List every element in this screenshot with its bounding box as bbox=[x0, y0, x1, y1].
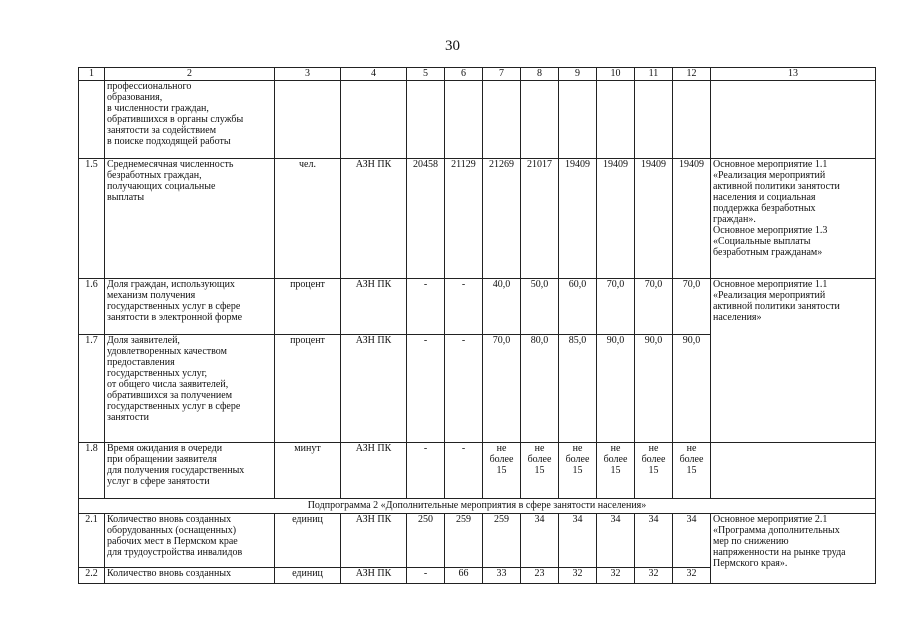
unit-cell: процент bbox=[275, 279, 341, 335]
value-cell: - bbox=[407, 443, 445, 499]
table-row bbox=[79, 514, 876, 568]
row-number: 1.8 bbox=[79, 443, 105, 499]
value-cell: 34 bbox=[559, 514, 597, 568]
value-cell: 32 bbox=[673, 568, 711, 584]
activity-note: Основное мероприятие 2.1 «Программа дополнительных мер по снижению напряженности на рынке труда Пермского края». bbox=[711, 514, 876, 584]
header-cell: 7 bbox=[483, 68, 521, 81]
value-cell: 90,0 bbox=[597, 335, 635, 443]
row-number-cell bbox=[79, 81, 105, 159]
value-cell: 34 bbox=[521, 514, 559, 568]
value-cell: не более 15 bbox=[559, 443, 597, 499]
value-cell: - bbox=[445, 279, 483, 335]
org-cell: АЗН ПК bbox=[341, 568, 407, 584]
indicator-name: Количество вновь созданных bbox=[105, 568, 275, 584]
header-cell: 6 bbox=[445, 68, 483, 81]
indicators-table bbox=[78, 67, 876, 584]
header-cell: 5 bbox=[407, 68, 445, 81]
value-cell: 21129 bbox=[445, 159, 483, 279]
value-cell: 33 bbox=[483, 568, 521, 584]
value-cell: - bbox=[407, 335, 445, 443]
subprogram-row bbox=[79, 499, 876, 514]
value-cell: 34 bbox=[673, 514, 711, 568]
value-cell: - bbox=[445, 335, 483, 443]
value-cell: 32 bbox=[597, 568, 635, 584]
value-cell: - bbox=[407, 279, 445, 335]
header-row bbox=[79, 68, 876, 81]
value-cell: 259 bbox=[483, 514, 521, 568]
org-cell: АЗН ПК bbox=[341, 279, 407, 335]
row-number: 2.1 bbox=[79, 514, 105, 568]
value-cell: 70,0 bbox=[483, 335, 521, 443]
value-cell: 40,0 bbox=[483, 279, 521, 335]
activity-note: Основное мероприятие 1.1 «Реализация мероприятий активной политики занятости населения и социальная поддержка безработных граждан». Основное мероприятие 1.3 «Социальные выплаты безработным гражданам» bbox=[711, 159, 876, 279]
activity-note: Основное мероприятие 1.1 «Реализация мероприятий активной политики занятости населения» bbox=[711, 279, 876, 443]
row-number: 2.2 bbox=[79, 568, 105, 584]
row-number: 1.5 bbox=[79, 159, 105, 279]
value-cell: не более 15 bbox=[673, 443, 711, 499]
indicator-name: Доля граждан, использующих механизм получения государственных услуг в сфере занятости в электронной форме bbox=[105, 279, 275, 335]
value-cell: 19409 bbox=[559, 159, 597, 279]
value-cell: 21269 bbox=[483, 159, 521, 279]
value-cell: 70,0 bbox=[635, 279, 673, 335]
header-cell: 9 bbox=[559, 68, 597, 81]
indicator-name: Среднемесячная численность безработных граждан, получающих социальные выплаты bbox=[105, 159, 275, 279]
value-cell: 60,0 bbox=[559, 279, 597, 335]
header-cell: 2 bbox=[105, 68, 275, 81]
value-cell: 21017 bbox=[521, 159, 559, 279]
table-row bbox=[79, 279, 876, 335]
value-cell: 23 bbox=[521, 568, 559, 584]
value-cell: 19409 bbox=[597, 159, 635, 279]
page-number: 30 bbox=[445, 38, 460, 54]
value-cell: - bbox=[407, 568, 445, 584]
indicator-name: Количество вновь созданных оборудованных (оснащенных) рабочих мест в Пермском крае для трудоустройства инвалидов bbox=[105, 514, 275, 568]
value-cell: не более 15 bbox=[483, 443, 521, 499]
value-cell: не более 15 bbox=[597, 443, 635, 499]
org-cell: АЗН ПК bbox=[341, 514, 407, 568]
org-cell: АЗН ПК bbox=[341, 159, 407, 279]
value-cell: 250 bbox=[407, 514, 445, 568]
value-cell: 70,0 bbox=[673, 279, 711, 335]
header-cell: 11 bbox=[635, 68, 673, 81]
header-cell: 1 bbox=[79, 68, 105, 81]
value-cell: 50,0 bbox=[521, 279, 559, 335]
row-number: 1.7 bbox=[79, 335, 105, 443]
value-cell: 70,0 bbox=[597, 279, 635, 335]
indicator-name: Время ожидания в очереди при обращении заявителя для получения государственных услуг в сфере занятости bbox=[105, 443, 275, 499]
header-cell: 4 bbox=[341, 68, 407, 81]
value-cell: 19409 bbox=[673, 159, 711, 279]
indicator-name: Доля заявителей, удовлетворенных качеством предоставления государственных услуг, от общего числа заявителей, обратившихся за получением государственных услуг в сфере занятости bbox=[105, 335, 275, 443]
header-cell: 12 bbox=[673, 68, 711, 81]
header-cell: 8 bbox=[521, 68, 559, 81]
indicator-name: профессионального образования, в численности граждан, обратившихся в органы службы занятости за содействием в поиске подходящей работы bbox=[105, 81, 275, 159]
value-cell: 80,0 bbox=[521, 335, 559, 443]
unit-cell: единиц bbox=[275, 514, 341, 568]
value-cell: 90,0 bbox=[673, 335, 711, 443]
header-cell: 13 bbox=[711, 68, 876, 81]
value-cell: 32 bbox=[635, 568, 673, 584]
value-cell: 19409 bbox=[635, 159, 673, 279]
org-cell: АЗН ПК bbox=[341, 335, 407, 443]
table-row bbox=[79, 443, 876, 499]
value-cell: 85,0 bbox=[559, 335, 597, 443]
unit-cell: минут bbox=[275, 443, 341, 499]
header-cell: 10 bbox=[597, 68, 635, 81]
value-cell: 90,0 bbox=[635, 335, 673, 443]
org-cell: АЗН ПК bbox=[341, 443, 407, 499]
value-cell: 20458 bbox=[407, 159, 445, 279]
value-cell: 32 bbox=[559, 568, 597, 584]
value-cell: 34 bbox=[597, 514, 635, 568]
row-number: 1.6 bbox=[79, 279, 105, 335]
value-cell: не более 15 bbox=[635, 443, 673, 499]
header-cell: 3 bbox=[275, 68, 341, 81]
unit-cell: процент bbox=[275, 335, 341, 443]
table-row bbox=[79, 159, 876, 279]
value-cell: 259 bbox=[445, 514, 483, 568]
table-row-continuation bbox=[79, 81, 876, 159]
value-cell: - bbox=[445, 443, 483, 499]
unit-cell: чел. bbox=[275, 159, 341, 279]
value-cell: 34 bbox=[635, 514, 673, 568]
value-cell: не более 15 bbox=[521, 443, 559, 499]
value-cell: 66 bbox=[445, 568, 483, 584]
subprogram-title: Подпрограмма 2 «Дополнительные мероприятия в сфере занятости населения» bbox=[79, 499, 876, 514]
unit-cell: единиц bbox=[275, 568, 341, 584]
